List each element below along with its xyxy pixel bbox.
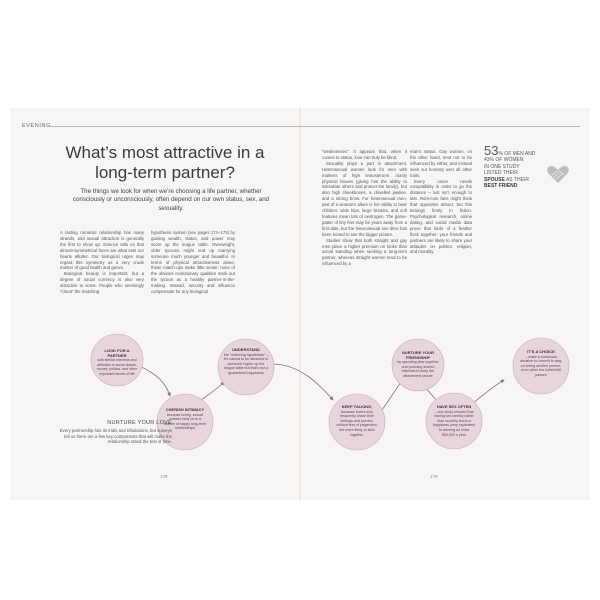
flow-step-7 bbox=[519, 350, 563, 378]
flow-arrow bbox=[272, 364, 333, 400]
nurture-title: NURTURE YOUR LOVE bbox=[107, 420, 172, 426]
body-paragraph: Sexuality plays a part in attachment. Heterosexual women look for men with markers of high testosterone: manly physical braves (giving him the ability to intimidate others and protect the family), but also high cheekbones, a chiselled jawline, and a strong brow. For heterosexual men, part of a woman’s allure is her ability to bear children: wide hips, large breasts, and soft features mean lots of oestrogen. The game-patter of tiny feet may be years away from a first date, but the heterosexual sex drive has been honed to see the bigger picture. bbox=[322, 160, 407, 237]
flow-step-text: with similar interests and attitudes to social issues, money, politics, and other important facets of life bbox=[96, 358, 138, 376]
body-paragraph: “weaknesses”. It appears that, when it comes to status, love can truly be blind. bbox=[322, 149, 407, 160]
nurture-text: Every partnership has its trials and tribulations, but surveys tell us there are a few key components that will make the relationship stand the test of time. bbox=[59, 428, 172, 445]
page-title: What’s most attractive in a long-term partner? bbox=[65, 143, 265, 182]
flow-step-text: – one study showed that having sex weekly rather than monthly led to a happiness jump equivalent to winning an extra $50,000 a year bbox=[432, 409, 476, 437]
body-paragraph: Biological beauty is important, but a degree of social currency is also very attractive to some. People who seemingly “cheat” the matching bbox=[60, 271, 144, 295]
body-paragraph: A lasting romantic relationship has many strands, and sexual attraction is generally the first to show up. Science tells us that almost-symmetrical faces are what sets our hearts aflutter. Our biological urges may regard this symmetry as a very crude marker of good health and genes. bbox=[60, 230, 144, 271]
flow-step-4 bbox=[335, 405, 379, 437]
page-number-right: 179 bbox=[430, 474, 438, 479]
stat-text: LISTED THEIR bbox=[484, 170, 518, 177]
flow-step-title: IT’S A CHOICE bbox=[527, 349, 555, 354]
section-tag: EVENING bbox=[22, 123, 51, 129]
flow-step-1 bbox=[95, 349, 139, 377]
stat-highlight: SPOUSE bbox=[484, 176, 505, 183]
stat-highlight: BEST FRIEND bbox=[484, 183, 518, 190]
flow-step-text: – make a conscious decision to commit to stay, on loving another person, even when the initial thrill passes bbox=[519, 354, 563, 377]
flow-arrow bbox=[139, 366, 170, 396]
body-paragraph: man’s status. Gay women, on the other hand, tend not to be influenced by either, and instead seek out honesty over all other traits. bbox=[410, 149, 472, 178]
flow-step-title: LOOK FOR A PARTNER bbox=[104, 348, 130, 358]
page-number-left: 178 bbox=[160, 474, 168, 479]
flow-step-title: NURTURE YOUR FRIENDSHIP bbox=[401, 350, 435, 360]
stat-text: 43% OF WOMEN bbox=[484, 157, 524, 164]
stat-text: % OF MEN AND bbox=[498, 151, 536, 157]
flow-arrow bbox=[198, 382, 224, 402]
flow-arrow bbox=[382, 380, 402, 410]
stat-text: IN ONE STUDY bbox=[484, 163, 520, 170]
flow-step-6 bbox=[432, 405, 476, 437]
body-paragraph: Every union needs compatibility in order to go the distance – lust isn’t enough to last. Rom-com fans might think that opposites attract, but this belongs firmly in fiction. Psychological research, online dating, and social media data prove that birds of a feather flock together: your friends and partners are likely to share your attitudes on politics, religion, and morality. bbox=[410, 178, 472, 255]
flow-step-text: because loving, sexual contact early on is a feature of happy long-term relationships bbox=[163, 412, 207, 431]
flow-step-title: UNDERSTAND bbox=[232, 347, 260, 352]
stat-text: AS THEIR bbox=[505, 176, 529, 183]
flow-step-title: CHERISH INTIMACY bbox=[165, 407, 205, 412]
body-paragraph: Studies show that both straight and gay men place a higher premium on looks than social standing when seeking a long-term partner, whereas straight women tend to be influenced by a bbox=[322, 237, 407, 267]
stat-big-number: 53 bbox=[484, 143, 499, 158]
body-paragraph: hypothesis system (see pages 174–175) by gaining wealth, status, and power may score up the league table. Overweight, older tycoons might end up marrying someone much younger and beautiful. In terms of physical attractiveness alone, these match-ups make little sense: none of the obvious evolutionary qualities mark out the tycoon as a healthy partner-in-the-making. Instead, security and influence compensate for any biological bbox=[151, 230, 235, 295]
flow-step-3 bbox=[223, 348, 269, 376]
nurture-block bbox=[56, 420, 172, 445]
flow-step-text: because lovers who frequently share their feelings and worries, without fear of judgement, are more likely to stick together bbox=[336, 409, 378, 437]
flow-step-text: the “matching hypothesis” – it’s natural to be attracted to someone higher up the league table but that’s not a guaranteed happiness bbox=[223, 352, 269, 375]
intro-text: The things we look for when we’re choosing a life partner, whether consciously or unconsciously, often depend on our own status, sex, and sexuality. bbox=[72, 188, 270, 212]
flow-step-text: by spending time together and pursuing shared interests to keep the attachment secure bbox=[397, 360, 439, 378]
flow-step-title: KEEP TALKING, bbox=[341, 404, 373, 409]
flow-step-title: HAVE SEX OFTEN bbox=[436, 404, 472, 409]
flow-step-5 bbox=[397, 351, 439, 379]
flow-arrow bbox=[472, 380, 504, 404]
